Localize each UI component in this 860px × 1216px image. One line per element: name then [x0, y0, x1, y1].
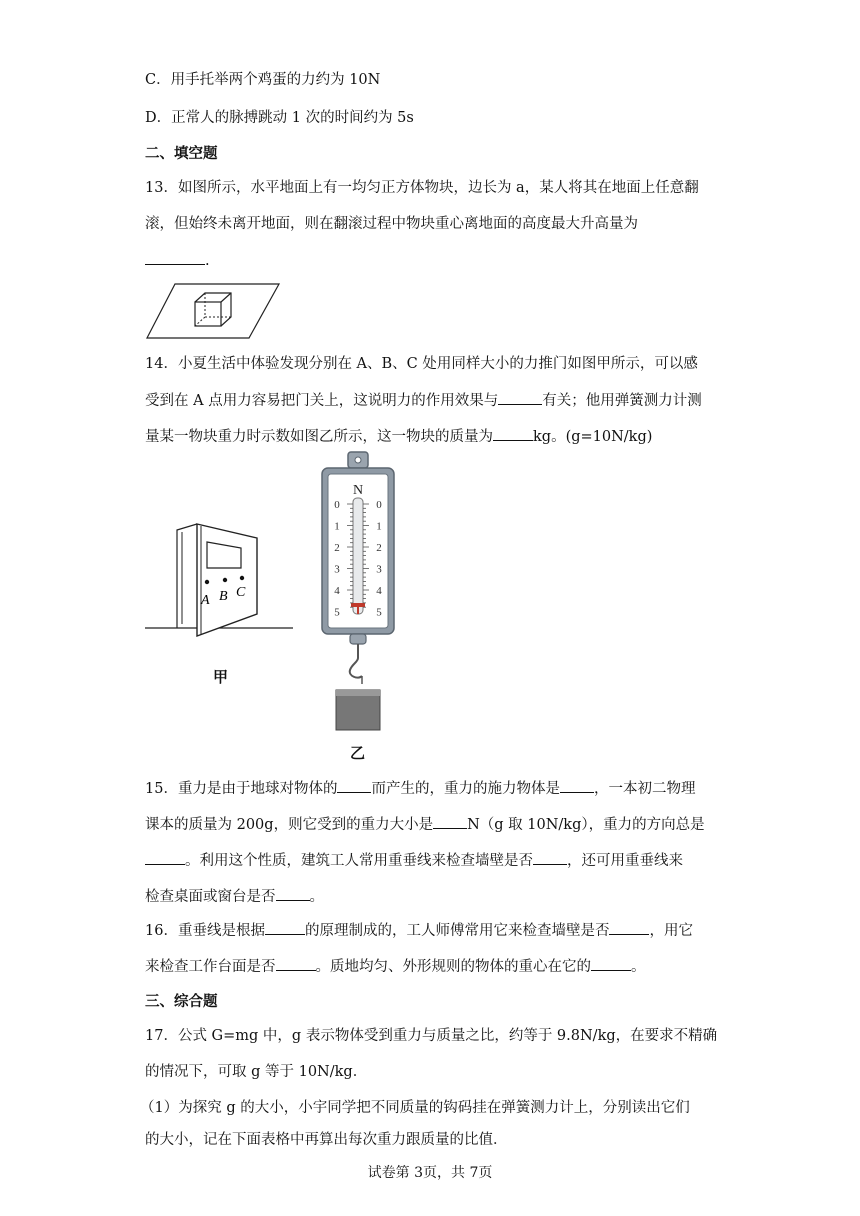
q13-answer-blank[interactable] — [145, 250, 205, 265]
scale-tick-label-right-2: 2 — [376, 542, 382, 554]
scale-tick-label-left-5: 5 — [334, 606, 340, 619]
q17-line3: （1）为探究 g 的大小，小宇同学把不同质量的钩码挂在弹簧测力计上，分别读出它们 — [140, 1100, 690, 1116]
q15-blank2[interactable] — [560, 778, 594, 793]
q16-line1: 16．重垂线是根据 的原理制成的，工人师傅常用它来检查墙壁是否 ，用它 — [145, 920, 693, 941]
section-fill-blank-heading: 二、填空题 — [145, 146, 218, 162]
q16-blank1[interactable] — [265, 920, 305, 935]
option-d: D．正常人的脉搏跳动 1 次的时间约为 5s — [145, 110, 414, 126]
scale-tick-label-right-0: 0 — [376, 499, 382, 511]
q16-blank4[interactable] — [591, 956, 631, 971]
figure-yi-caption: 乙 — [350, 744, 366, 762]
q15-line4: 检查桌面或窗台是否 。 — [145, 886, 324, 907]
spring-scale-figure — [318, 450, 398, 740]
scale-tick-label-left-2: 2 — [334, 542, 340, 554]
q17-line2: 的情况下，可取 g 等于 10N/kg． — [145, 1064, 368, 1080]
cube-on-ground-figure — [145, 282, 285, 342]
figure-jia-caption: 甲 — [213, 668, 229, 686]
q17-line1: 17．公式 G=mg 中，g 表示物体受到重力与质量之比，约等于 9.8N/kg，在要求不精确 — [145, 1028, 718, 1044]
q15-blank6[interactable] — [276, 886, 310, 901]
q13-line1: 13．如图所示，水平地面上有一均匀正方体物块，边长为 a，某人将其在地面上任意翻 — [145, 180, 699, 196]
scale-unit-label: N — [352, 483, 364, 498]
q16-line2: 来检查工作台面是否 。质地均匀、外形规则的物体的重心在它的 。 — [145, 956, 646, 977]
option-c: C．用手托举两个鸡蛋的力约为 10N — [145, 72, 381, 88]
scale-tick-label-left-0: 0 — [334, 499, 340, 511]
scale-tick-label-left-1: 1 — [334, 520, 340, 533]
q14-blank1[interactable] — [498, 390, 542, 405]
q15-line1: 15．重力是由于地球对物体的 而产生的，重力的施力物体是 ，一本初二物理 — [145, 778, 695, 799]
scale-tick-label-right-1: 1 — [376, 520, 382, 533]
q15-blank1[interactable] — [337, 778, 371, 793]
scale-tick-label-right-5: 5 — [376, 606, 382, 619]
scale-tick-label-right-4: 4 — [376, 585, 382, 597]
q15-blank5[interactable] — [533, 850, 567, 865]
section-comprehensive-heading: 三、综合题 — [145, 994, 218, 1010]
q13-line2: 滚，但始终未离开地面，则在翻滚过程中物块重心离地面的高度最大升高量为 — [145, 216, 638, 232]
scale-tick-label-right-3: 3 — [376, 563, 382, 576]
q16-blank3[interactable] — [276, 956, 316, 971]
page-footer: 试卷第 3页，共 7页 — [367, 1165, 493, 1181]
door-figure — [145, 520, 295, 640]
q16-blank2[interactable] — [609, 920, 649, 935]
scale-tick-label-left-4: 4 — [334, 585, 340, 597]
q15-line2: 课本的质量为 200g，则它受到的重力大小是 N（g 取 10N/kg），重力的方向总是 — [145, 814, 705, 835]
scale-tick-label-left-3: 3 — [334, 563, 340, 576]
q14-blank2[interactable] — [493, 426, 533, 441]
q13-line3: . — [145, 250, 210, 271]
q14-line3: 量某一物块重力时示数如图乙所示，这一物块的质量为 kg。(g=10N/kg) — [145, 426, 652, 447]
q15-blank3[interactable] — [433, 814, 467, 829]
q14-line2: 受到在 A 点用力容易把门关上，这说明力的作用效果与 有关；他用弹簧测力计测 — [145, 390, 702, 411]
point-c-label: C — [236, 585, 246, 600]
point-b-label: B — [219, 589, 228, 604]
q17-line4: 的大小，记在下面表格中再算出每次重力跟质量的比值． — [145, 1132, 508, 1148]
q15-line3: 。利用这个性质，建筑工人常用重垂线来检查墙壁是否 ，还可用重垂线来 — [145, 850, 683, 871]
point-a-label: A — [201, 593, 210, 608]
q15-blank4[interactable] — [145, 850, 185, 865]
q14-line1: 14．小夏生活中体验发现分别在 A、B、C 处用同样大小的力推门如图甲所示，可以感 — [145, 356, 698, 372]
